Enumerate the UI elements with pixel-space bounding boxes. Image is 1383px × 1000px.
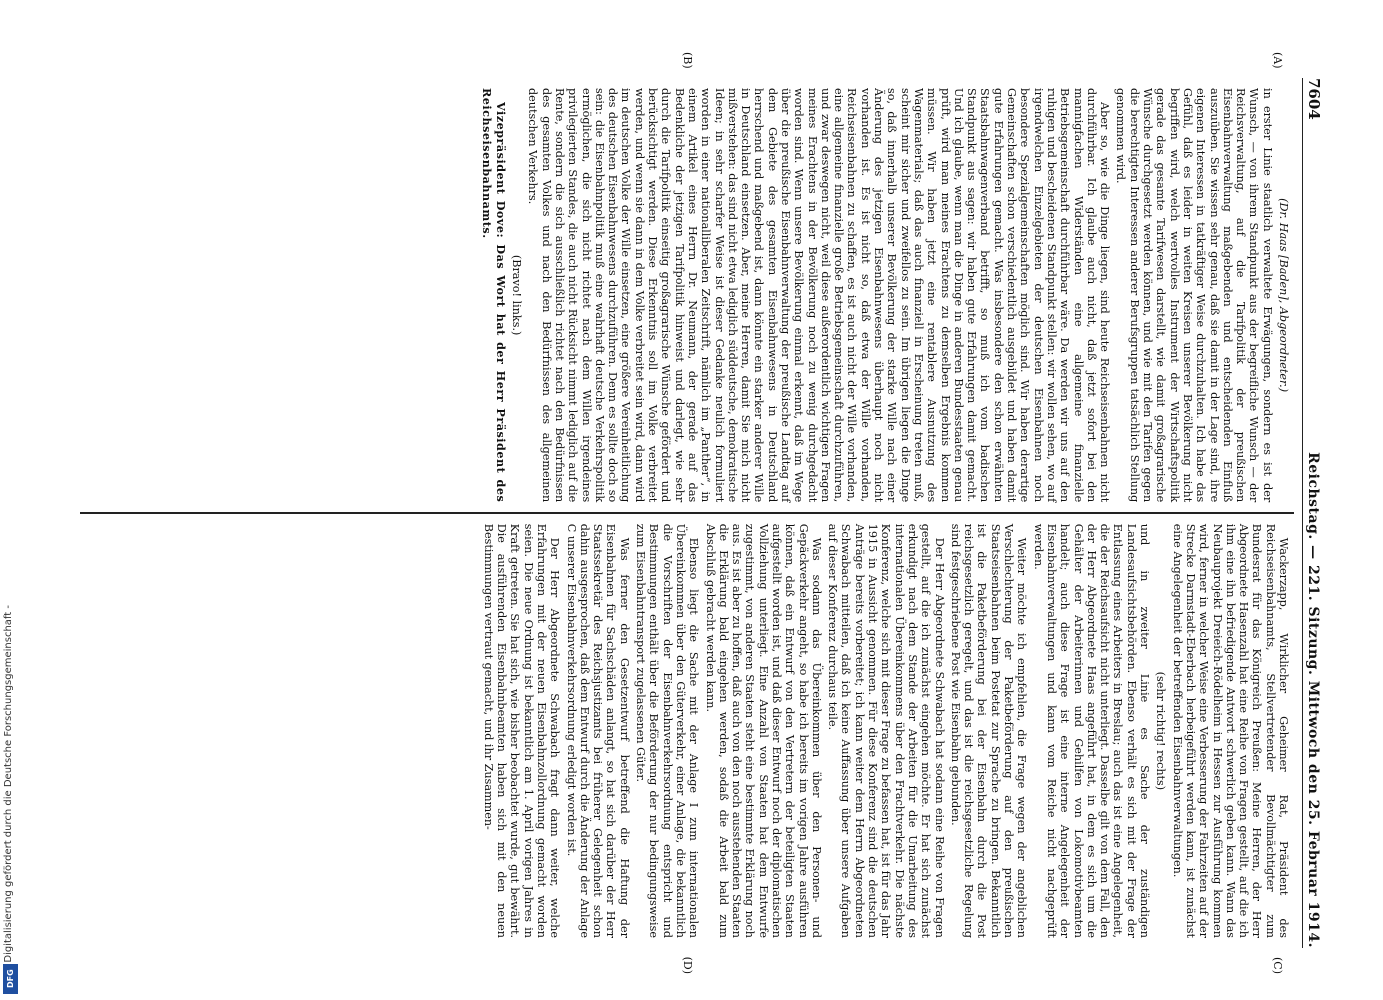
credit-text: Digitalisierung gefördert durch die Deutsche Forschungsgemeinschaft -: [3, 605, 14, 963]
paragraph: Was ferner den Gesetzentwurf betreffend die Haftung der Eisenbahnen für Sachschäden anlangt, so hat sich darüber der Herr Staatssekretär des Reichsjustizamts bei früherer Gelegenheit schon dahin ausgesprochen, daß dem Entwurf durch die Änderung der Anlage C unserer Eisenbahnverkehrsordnung erledigt worden ist.: [564, 523, 631, 938]
applause-note: (sehr richtig! rechts): [1154, 671, 1168, 791]
paragraph: in erster Linie staatlich verwaltete Erwägungen, sondern es ist der Wunsch, — von ihrem Standpunkt aus der begreifliche Wunsch — der Reichsverwaltung, auf die Tarifpolitik der preußischen Eisenbahnverwaltung maßgebenden und entscheidenden Einfluß auszuüben. Sie wissen sehr genau, daß sie damit in der Lage sind, ihre eigenen Interessen in tatkräftiger Weise durchzuhalten. Ich habe das Gefühl, daß es leider in weiten Kreisen unserer Bevölkerung nicht begriffen wird, welch wertvolles Instrument der Wirtschaftspolitik gerade das gesamte Tarifwesen darstellt, wie damit großagrarische Wünsche durchgesetzt werden können, und wie mit den Tarifen gegen die berechtigten Interessen anderer Berufsgruppen tatsächlich Stellung genommen wird.: [1114, 88, 1274, 503]
margin-mark-d: (D): [681, 956, 694, 974]
paragraph: und in zweiter Linie es Sache der zuständigen Landesaufsichtsbehörden. Ebenso verhält es sich mit der Frage der Entlassung eines Arbeiters in Breslau; auch das ist eine Angelegenheit, die der Reichsaufsicht nicht unterliegt. Dasselbe gilt von dem Fall, den der Herr Abgeordnete Haas angeführt hat, in dem es sich um die Gehälter der Arbeiterinnen und Gehilfen von Lokomotivbeamten handelt; auch diese Frage ist eine interne Angelegenheit der Eisenbahnverwaltungen und kann vom Reiche nicht nachgeprüft werden.: [1031, 523, 1152, 938]
right-column: [80, 514, 1294, 974]
margin-mark-c: (C): [1271, 957, 1284, 974]
left-column: [80, 52, 1294, 512]
paragraph: Der Herr Abgeordnete Schwabach fragt dann weiter, welche Erfahrungen mit der neuen Eisenbahnzollordnung gemacht worden seien. Die neue Ordnung ist bekanntlich am 1. April vorigen Jahres in Kraft getreten. Sie hat sich, wie bisher beobachtet wurde, gut bewährt. Die ausführenden Eisenbahnbeamten haben sich mit den neuen Bestimmungen vertraut gemacht, und ihr Zusammen-: [481, 523, 562, 938]
page-number: 7604: [1305, 78, 1323, 120]
dfg-logo: DFG: [3, 964, 18, 994]
paragraph: Was sodann das Übereinkommen über den Personen- und Gepäckverkehr angeht, so habe ich bereits im vorigen Jahre ausführen können, daß ein Entwurf von den Vertretern der beteiligten Staaten aufgestellt worden ist, und daß dieser Entwurf noch der diplomatischen Vollziehung unterliegt. Eine Anzahl von Staaten hat dem Entwurfe zugestimmt, von anderen Staaten steht eine bestimmte Erklärung noch aus. Es ist aber zu hoffen, daß auch von den noch ausstehenden Staaten die Erklärung bald eingehen werden, sodaß die Arbeit bald zum Abschluß gebracht werden kann.: [703, 523, 823, 938]
paragraph: Ebenso liegt die Sache mit der Anlage I zum internationalen Übereinkommen über den Güterverkehr, einer Anlage, die bekanntlich die Vorschriften der Eisenbahnverkehrsordnung entspricht und Bestimmungen enthält über die Beförderung der nur bedingungsweise zum Eisenbahntransport zugelassenen Güter.: [634, 523, 701, 938]
digitization-credit: [0, 0, 22, 1000]
margin-mark-a: (A): [1271, 52, 1284, 69]
paragraph: Der Herr Abgeordnete Schwabach hat sodann eine Reihe von Fragen gestellt, auf die ich zunächst eingehen möchte. Er hat sich zunächst erkundigt nach dem Stande der Arbeiten für die Umarbeitung des internationalen Übereinkommens über den Frachtverkehr. Die nächste Konferenz, welche sich mit dieser Frage zu befassen hat, ist für das Jahr 1915 in Aussicht genommen. Für diese Konferenz sind die deutschen Anträge bereits vorbereitet; ich kann weiter dem Herrn Abgeordneten Schwabach mitteilen, daß ich keine Auffassung über unsere Aufgaben auf dieser Konferenz durchaus teile.: [826, 523, 946, 938]
paragraph: Aber so, wie die Dinge liegen, sind heute Reichseisenbahnen nicht durchführbar. Ich glaube auch nicht, daß jetzt sofort bei den mannigfachen Widerständen eine allgemeine finanzielle Betriebsgemeinschaft durchführbar wäre. Da werden wir uns auf den ruhigen und bescheidenen Standpunkt stellen: wir wollen sehen, wo auf irgendwelchen Einzelgebieten der deutschen Eisenbahnen noch besondere Spezialgemeinschaften möglich sind. Wir haben derartige Gemeinschaften schon verschiedentlich ausgebildet und haben damit gute Erfahrungen gemacht. Was insbesondere den schon erwähnten Staatsbahnwagenverband betrifft, so muß ich vom badischen Standpunkt aus sagen: wir haben gute Erfahrungen damit gemacht. Und ich glaube, wenn man die Dinge in anderen Bundesstaaten genau prüft, wird man meines Erachtens zu demselben Ergebnis kommen müssen. Wir haben jetzt eine rentablere Ausnutzung des Wagenmaterials; daß das auch finanziell in Erscheinung treten muß, scheint mir sicher und zweifellos zu sein. Im übrigen liegen die Dinge so, daß innerhalb unserer Bevölkerung der starke Wille nach einer Änderung des jetzigen Eisenbahnwesens überhaupt noch nicht vorhanden ist. Es ist nicht so, daß etwa der Wille vorhanden, Reichseisenbahnen zu schaffen, es ist auch nicht der Wille vorhanden, eine allgemeine finanzielle große Betriebsgemeinschaft durchzuführen, und zwar deswegen nicht, weil diese außerordentlich wichtigen Fragen meines Erachtens in der Bevölkerung noch zu wenig durchgedacht worden sind. Wenn unsere Bevölkerung einmal erkennt, daß im Wege über die preußische Eisenbahnverwaltung der preußische Landtag auf dem Gebiete des gesamten Eisenbahnwesens in Deutschland herrschend und maßgebend ist, dann könnte ein starker anderer Wille in Deutschland einsetzen. Aber, meine Herren, damit Sie mich nicht mißverstehen: das sind nicht etwa lediglich süddeutsche, demokratische Ideen; in sehr scharfer Weise ist dieser Gedanke neulich formuliert worden in einer nationalliberalen Zeitschrift, nämlich im „Panther“, in einem Artikel eines Herrn Dr. Neumann, der gerade auf das Bedenkliche der jetzigen Tarifpolitik hinweist und darlegt, wie sehr durch die Tarifpolitik einseitig großagrarische Wünsche gefördert und berücksichtigt werden. Diese Erkenntnis soll im Volke verbreitet werden, und wenn sie dann in dem Volke verbreitet sein wird, dann wird im deutschen Volke der Wille einsetzen, eine größere Vereinheitlichung des deutschen Eisenbahnwesens durchzuführen. Denn es sollte doch so sein: die Eisenbahnpolitik muß eine wahrhaft deutsche Verkehrspolitik ermöglichen, die sich nicht richtet nach dem Willen irgendeines privilegierten Standes, die auch nicht Rücksicht nimmt lediglich auf die Rente, sondern die sich ausschließlich richtet nach den Bedürfnissen des gesamten Volkes und nach den Bedürfnissen des allgemeinen deutschen Verkehrs.: [526, 88, 1112, 503]
running-head: [1302, 78, 1323, 948]
rotated-page: [80, 52, 1323, 974]
speaker-tag: (Dr. Haas [Baden], Abgeordneter.): [1277, 198, 1290, 393]
margin-mark-b: (B): [681, 52, 694, 69]
paragraph: Weiter möchte ich empfehlen, die Frage wegen der angeblichen Verschlechterung der Paketbeförderung auf den preußischen Staatseisenbahnen beim Postetat zur Sprache zu bringen. Bekanntlich ist die Paketbeförderung bei der Eisenbahn durch die Post reichsgesetzlich geregelt, und das ist die reichsgesetzliche Regelung sind festgeschriebene Post wie Eisenbahn gebunden.: [948, 523, 1029, 938]
newspaper-sheet: [80, 52, 1323, 974]
closing-line: Vizepräsident Dove: Das Wort hat der Herr Präsident des Reichseisenbahnamts.: [480, 88, 508, 503]
text-columns: [80, 52, 1294, 974]
paragraph: Wackerzapp, Wirklicher Geheimer Rat, Präsident des Reichseisenbahnamts, Stellvertretender Bevollmächtigter zum Bundesrat für das Königreich Preußen: Meine Herren, der Herr Abgeordnete Hasenzahl hat eine Reihe von Fragen gestellt, auf die ich ihm eine ihn befriedigende Antwort schwerlich geben kann. Wann das Neubauprojekt Dreieich-Rödelheim in Hessen zur Ausführung kommen wird, ferner in welcher Weise eine Verbesserung der Fahrzeiten auf der Strecke Darmstadt-Eberbach herbeigeführt werden kann, ist zunächst eine Angelegenheit der betreffenden Eisenbahnverwaltungen.: [1170, 523, 1290, 938]
applause-note: (Bravo! links.): [510, 254, 524, 336]
page-title: Reichstag. — 221. Sitzung. Mittwoch den 25. Februar 1914.: [1305, 452, 1321, 948]
